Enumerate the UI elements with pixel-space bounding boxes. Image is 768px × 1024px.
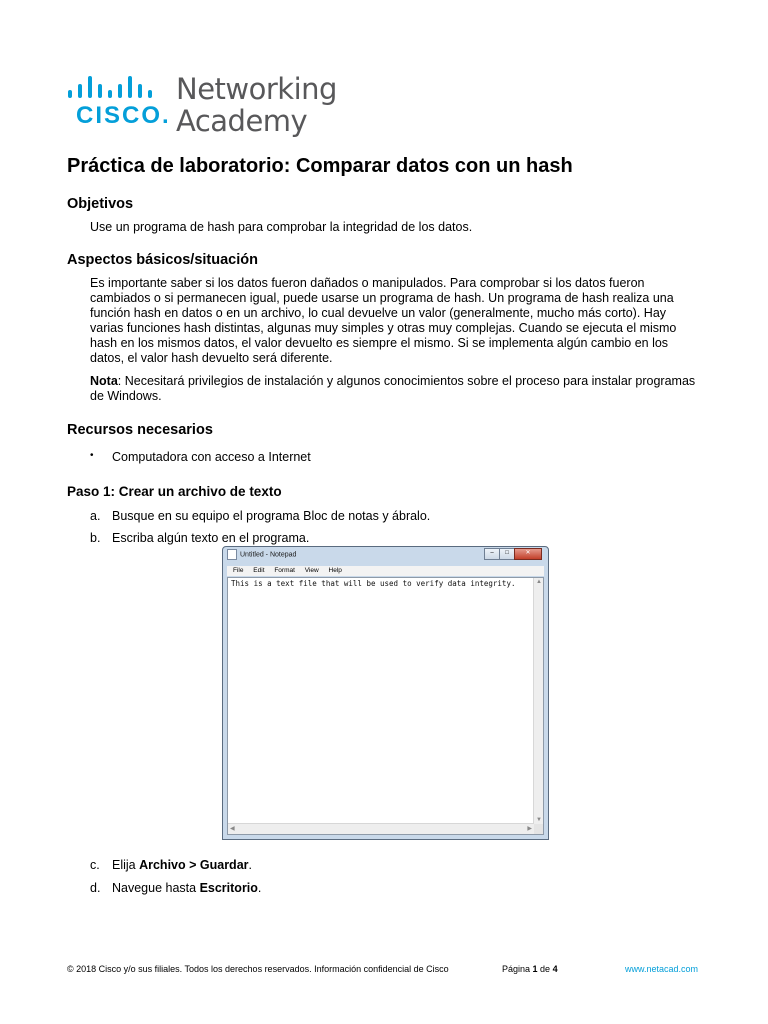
- logo-academy-text: Academy: [176, 104, 308, 138]
- page-footer: [67, 964, 702, 976]
- menu-view[interactable]: View: [304, 567, 319, 574]
- step-d: d. Navegue hasta Escritorio.: [90, 881, 262, 895]
- section-heading-objetivos: Objetivos: [67, 196, 134, 212]
- maximize-icon[interactable]: □: [499, 548, 515, 560]
- menu-file[interactable]: File: [233, 567, 244, 574]
- footer-page-number: Página 1 de 4: [502, 964, 558, 974]
- minimize-icon[interactable]: –: [484, 548, 500, 560]
- close-icon[interactable]: ✕: [514, 548, 542, 560]
- vertical-scrollbar[interactable]: [533, 578, 543, 824]
- scroll-left-icon[interactable]: ◀: [230, 826, 235, 832]
- cisco-bars-icon: [66, 74, 166, 98]
- scrollbar-corner: [534, 824, 543, 834]
- notepad-icon: [227, 549, 237, 560]
- step-b: b. Escriba algún texto en el programa.: [90, 531, 310, 545]
- list-item: • Computadora con acceso a Internet: [90, 450, 311, 464]
- notepad-title: Untitled - Notepad: [240, 551, 297, 559]
- note-paragraph: [90, 374, 700, 404]
- scroll-down-icon[interactable]: ▼: [536, 817, 542, 823]
- objetivos-text: Use un programa de hash para comprobar la integridad de los datos.: [90, 220, 473, 234]
- scroll-up-icon[interactable]: ▲: [536, 579, 542, 585]
- step-c: c. Elija Archivo > Guardar.: [90, 858, 252, 872]
- notepad-content: This is a text file that will be used to verify data integrity.: [231, 579, 516, 588]
- aspectos-paragraph: Es importante saber si los datos fueron dañados o manipulados. Para comprobar si los datos fueron cambiados o si permanecen igual, puede usarse un programa de hash. Un programa de hash realiza una función hash en datos o en un archivo, lo cual devuelve un valor (generalmente, mucho más corto). Hay varias funciones hash distintas, algunas muy simples y otras muy complejas. Cuando se ejecuta el mismo hash en los mismos datos, el valor devuelto es siempre el mismo. Si se implementa algún cambio en los datos, el valor hash devuelto será diferente.: [90, 276, 677, 365]
- notepad-text-area[interactable]: [227, 577, 544, 835]
- footer-url-link[interactable]: www.netacad.com: [624, 964, 698, 974]
- menu-edit[interactable]: Edit: [253, 567, 265, 574]
- recursos-list: [90, 450, 311, 464]
- section-heading-recursos: Recursos necesarios: [67, 422, 213, 438]
- section-heading-paso1: Paso 1: Crear un archivo de texto: [67, 484, 282, 499]
- notepad-window: [222, 546, 549, 840]
- horizontal-scrollbar[interactable]: [228, 823, 534, 834]
- page-title: Práctica de laboratorio: Comparar datos con un hash: [67, 155, 573, 177]
- step-a: a. Busque en su equipo el programa Bloc de notas y ábralo.: [90, 509, 431, 523]
- note-text: : Necesitará privilegios de instalación y algunos conocimientos sobre el proceso para instalar programas de Windows.: [90, 374, 696, 403]
- menu-format[interactable]: Format: [274, 567, 295, 574]
- cisco-wordmark: CISCO.: [76, 102, 171, 129]
- cisco-networking-academy-logo: [66, 72, 337, 138]
- menu-help[interactable]: Help: [328, 567, 342, 574]
- section-heading-aspectos: Aspectos básicos/situación: [67, 252, 258, 268]
- window-controls: [485, 548, 542, 560]
- scroll-right-icon[interactable]: ▶: [527, 826, 532, 832]
- notepad-menubar: [227, 566, 544, 576]
- note-label: Nota: [90, 374, 118, 388]
- logo-networking-text: Networking: [176, 72, 337, 106]
- footer-copyright: © 2018 Cisco y/o sus filiales. Todos los derechos reservados. Información confidencial de Cisco: [67, 964, 449, 974]
